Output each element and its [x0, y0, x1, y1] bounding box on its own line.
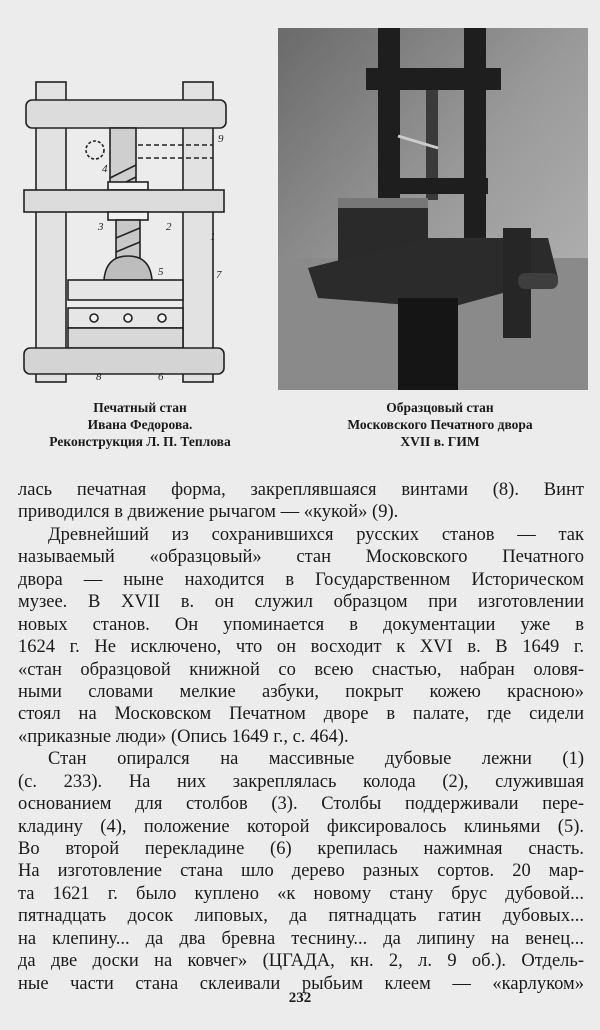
text-line [18, 860, 584, 882]
text-line-content: «приказные люди» (Опись 1649 г., с. 464). [18, 726, 349, 747]
text-line [18, 928, 584, 950]
text-line-content: Во второй перекладине (6) крепилась нажимная снасть. [18, 839, 584, 859]
text-line-content: ные части стана склеивали рыбьим клеем — «карлуком» [18, 973, 584, 994]
text-line-content: музее. В XVII в. он служил образцом при изготовлении [18, 592, 584, 613]
text-line-content: стоял на Московском Печатном дворе в палате, где сидели [18, 704, 584, 725]
part-label: 3 [98, 221, 104, 233]
text-line [18, 883, 584, 905]
caption-line: Печатный стан [93, 400, 187, 415]
text-line-content: лась печатная форма, закреплявшаяся винтами (8). Винт [18, 480, 584, 500]
press-reconstruction-drawing [18, 70, 233, 390]
press-museum-photo [278, 28, 588, 390]
text-line-content: пятнадцать досок липовых, да пятнадцать гатин дубовых... [18, 906, 584, 927]
part-label: 2 [166, 221, 172, 233]
body-text [18, 479, 584, 995]
text-line [18, 816, 584, 838]
text-line-content: «стан образцовой книжной со всею снастью, набран оловя- [18, 659, 584, 680]
text-line [18, 479, 584, 501]
text-line-content: 1624 г. Не исключено, что он восходит к XVI в. В 1649 г. [18, 637, 584, 658]
caption-line: Московского Печатного двора [347, 417, 533, 432]
text-line-content: кладину (4), положение которой фиксировалось клиньями (5). [18, 816, 584, 837]
text-line [18, 771, 584, 793]
text-line-content: основанием для столбов (3). Столбы поддерживали пере- [18, 794, 584, 815]
part-label: 4 [102, 163, 108, 175]
figure-caption-left [10, 399, 270, 450]
caption-line: Реконструкция Л. П. Теплова [49, 434, 231, 449]
text-line [18, 950, 584, 972]
caption-line: Образцовый стан [386, 400, 494, 415]
text-line [18, 591, 584, 613]
page-number: 232 [288, 990, 312, 1006]
part-label: 5 [158, 266, 164, 278]
text-line-content: ными словами мелкие азбуки, покрыт кожею красною» [18, 681, 584, 702]
caption-line: XVII в. ГИМ [400, 434, 480, 449]
text-line [18, 726, 584, 748]
text-line [18, 748, 584, 770]
text-line [18, 569, 584, 591]
text-line-content: Древнейший из сохранившихся русских станов — так [48, 524, 584, 545]
caption-line: Ивана Федорова. [87, 417, 193, 432]
text-line [18, 703, 584, 725]
text-line [18, 793, 584, 815]
part-label: 8 [96, 371, 102, 383]
text-line-content: на клепину... да два бревна теснину... да липину на венец... [18, 928, 584, 949]
text-line [18, 501, 584, 523]
part-label: 6 [158, 371, 164, 383]
text-line [18, 681, 584, 703]
part-label: 7 [216, 269, 222, 281]
text-line-content: та 1621 г. было куплено «к новому стану брус дубовой... [18, 883, 584, 904]
text-line-content: да две доски на ковчег» (ЦГАДА, кн. 2, л. 9 об.). Отдель- [18, 951, 584, 972]
text-line [18, 838, 584, 860]
text-line-content: (с. 233). На них закреплялась колода (2), служившая [18, 771, 584, 792]
text-line-content: новых станов. Он упоминается в документации уже в [18, 614, 584, 635]
text-line [18, 546, 584, 568]
text-line-content: называемый «образцовый» стан Московского Печатного [18, 547, 584, 568]
part-label: 1 [210, 231, 216, 243]
text-line [18, 636, 584, 658]
text-line [18, 905, 584, 927]
text-line [18, 659, 584, 681]
text-line [18, 614, 584, 636]
text-line-content: двора — ныне находится в Государственном Историческом [18, 569, 584, 590]
text-line-content: приводился в движение рычагом — «кукой» (9). [18, 502, 399, 523]
text-line [18, 524, 584, 546]
figure-caption-right [305, 399, 575, 450]
text-line-content: На изготовление стана шло дерево разных сортов. 20 мар- [18, 861, 584, 882]
text-line-content: Стан опирался на массивные дубовые лежни (1) [48, 749, 584, 770]
part-label: 9 [218, 133, 224, 145]
